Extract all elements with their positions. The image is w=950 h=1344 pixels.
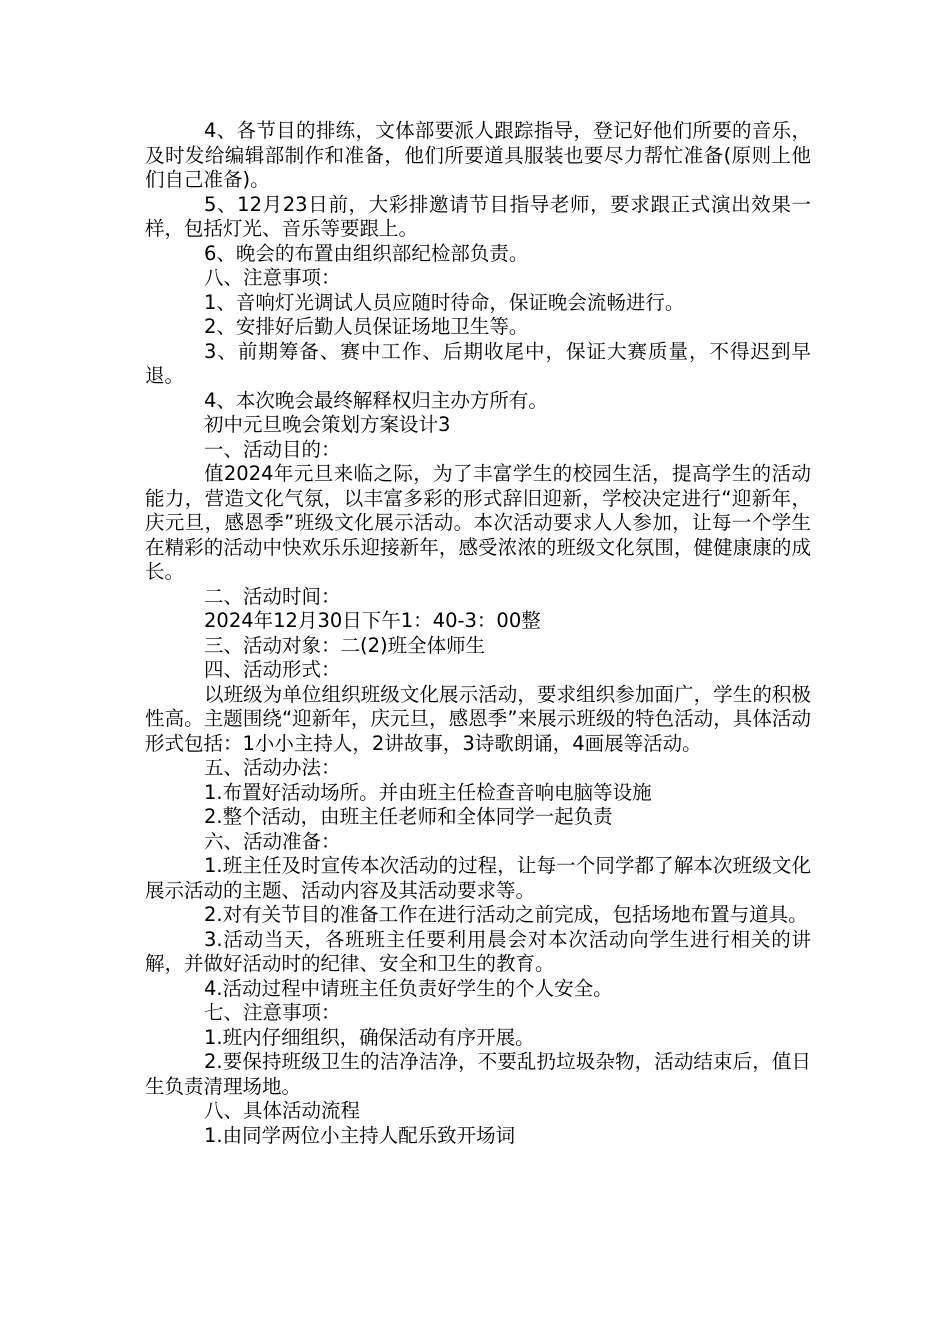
section-heading: 八、注意事项： [204, 266, 341, 289]
paragraph: 2、安排好后勤人员保证场地卫生等。 [204, 315, 529, 338]
section-heading: 五、活动办法： [204, 756, 341, 779]
paragraph: 2.整个活动，由班主任老师和全体同学一起负责 [204, 805, 613, 828]
section-heading: 七、注意事项： [204, 1001, 341, 1024]
paragraph: 1.由同学两位小主持人配乐致开场词 [204, 1123, 516, 1147]
document-title: 初中元旦晚会策划方案设计3 [204, 413, 451, 436]
section-heading: 一、活动目的： [204, 437, 341, 461]
document-body [145, 119, 811, 1148]
section-heading: 四、活动形式： [204, 658, 341, 681]
paragraph: 值2024年元旦来临之际，为了丰富学生的校园生活，提高学生的活动能力，营造文化气氛，以丰富多彩的形式辞旧迎新，学校决定进行“迎新年，庆元旦，感恩季”班级文化展示活动。本次活动要求人人参加，让每一个学生在精彩的活动中快欢乐乐迎接新年，感受浓浓的班级文化氛围，健健康康的成长。 [145, 462, 811, 583]
paragraph: 3.活动当天，各班班主任要利用晨会对本次活动向学生进行相关的讲解，并做好活动时的纪律、安全和卫生的教育。 [145, 927, 811, 975]
section-heading: 六、活动准备： [204, 829, 341, 853]
paragraph: 2024年12月30日下午1：40-3：00整 [204, 609, 541, 632]
paragraph: 1、音响灯光调试人员应随时待命，保证晚会流畅进行。 [204, 290, 685, 314]
paragraph: 1.班主任及时宣传本次活动的过程，让每一个同学都了解本次班级文化展示活动的主题、活动内容及其活动要求等。 [145, 854, 811, 902]
paragraph: 6、晚会的布置由组织部纪检部负责。 [204, 241, 529, 265]
paragraph: 1.班内仔细组织，确保活动有序开展。 [204, 1025, 535, 1049]
paragraph: 1.布置好活动场所。并由班主任检查音响电脑等设施 [204, 780, 652, 804]
paragraph: 以班级为单位组织班级文化展示活动，要求组织参加面广，学生的积极性高。主题围绕“迎新年，庆元旦，感恩季”来展示班级的特色活动，具体活动形式包括：1小小主持人，2讲故事，3诗歌朗诵，4画展等活动。 [145, 682, 811, 755]
paragraph: 4、各节目的排练，文体部要派人跟踪指导，登记好他们所要的音乐，及时发给编辑部制作和准备，他们所要道具服装也要尽力帮忙准备(原则上他们自己准备)。 [145, 119, 811, 191]
paragraph: 2.对有关节目的准备工作在进行活动之前完成，包括场地布置与道具。 [204, 903, 808, 926]
section-heading: 八、具体活动流程 [204, 1099, 361, 1122]
paragraph: 3、前期筹备、赛中工作、后期收尾中，保证大赛质量，不得迟到早退。 [145, 339, 811, 387]
paragraph: 2.要保持班级卫生的洁净洁净，不要乱扔垃圾杂物，活动结束后，值日生负责清理场地。 [145, 1050, 811, 1098]
paragraph: 4.活动过程中请班主任负责好学生的个人安全。 [204, 976, 613, 1000]
section-heading: 二、活动时间： [204, 584, 341, 608]
paragraph: 4、本次晚会最终解释权归主办方所有。 [204, 388, 548, 412]
section-heading: 三、活动对象：二(2)班全体师生 [204, 633, 486, 657]
paragraph: 5、12月23日前，大彩排邀请节目指导老师，要求跟正式演出效果一样，包括灯光、音乐等要跟上。 [145, 192, 811, 240]
